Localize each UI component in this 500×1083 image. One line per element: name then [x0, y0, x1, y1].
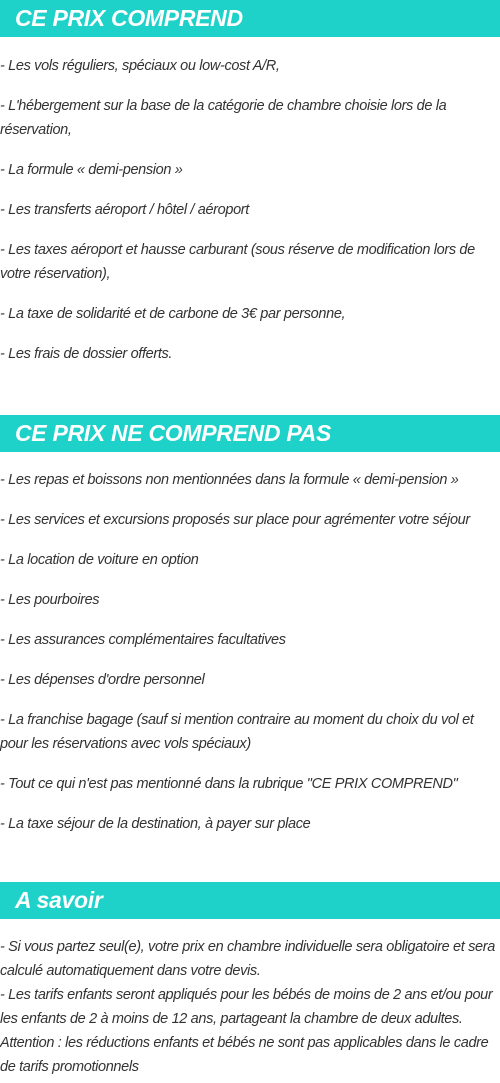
price-includes-section	[0, 0, 500, 366]
price-excludes-list	[0, 452, 500, 836]
list-item: - La location de voiture en option	[0, 552, 199, 568]
list-item: Attention : les réductions enfants et bébés ne sont pas applicables dans le cadre de tarifs promotionnels	[0, 1035, 489, 1075]
list-item: - Les services et excursions proposés sur place pour agrémenter votre séjour	[0, 512, 470, 528]
price-includes-list	[0, 37, 500, 366]
list-item: - Les vols réguliers, spéciaux ou low-cost A/R,	[0, 58, 280, 74]
good-to-know-title: A savoir	[15, 887, 103, 913]
list-item: - Les taxes aéroport et hausse carburant (sous réserve de modification lors de votre réservation),	[0, 242, 475, 282]
price-includes-header	[0, 0, 500, 37]
list-item: - Les assurances complémentaires facultatives	[0, 632, 286, 648]
list-item: - Si vous partez seul(e), votre prix en chambre individuelle sera obligatoire et sera calculé automatiquement dans votre devis.	[0, 939, 495, 979]
good-to-know-list	[0, 919, 500, 1079]
good-to-know-header	[0, 882, 500, 919]
price-excludes-header	[0, 415, 500, 452]
list-item: - Les transferts aéroport / hôtel / aéroport	[0, 202, 249, 218]
price-excludes-title: CE PRIX NE COMPREND PAS	[15, 420, 331, 446]
price-includes-title: CE PRIX COMPREND	[15, 5, 243, 31]
list-item: - Les repas et boissons non mentionnées dans la formule « demi-pension »	[0, 472, 459, 488]
list-item: - Les frais de dossier offerts.	[0, 346, 173, 362]
list-item: - La taxe de solidarité et de carbone de 3€ par personne,	[0, 306, 346, 322]
list-item: - L'hébergement sur la base de la catégorie de chambre choisie lors de la réservation,	[0, 98, 447, 138]
list-item: - La franchise bagage (sauf si mention contraire au moment du choix du vol et pour les réservations avec vols spéciaux)	[0, 712, 474, 752]
list-item: - Les tarifs enfants seront appliqués pour les bébés de moins de 2 ans et/ou pour les enfants de 2 à moins de 12 ans, partageant la chambre de deux adultes.	[0, 987, 493, 1027]
list-item: - La taxe séjour de la destination, à payer sur place	[0, 816, 311, 832]
list-item: - La formule « demi-pension »	[0, 162, 183, 178]
price-excludes-section	[0, 415, 500, 836]
list-item: - Les dépenses d'ordre personnel	[0, 672, 205, 688]
list-item: - Tout ce qui n'est pas mentionné dans la rubrique "CE PRIX COMPREND"	[0, 776, 458, 792]
list-item: - Les pourboires	[0, 592, 100, 608]
good-to-know-section	[0, 882, 500, 1079]
